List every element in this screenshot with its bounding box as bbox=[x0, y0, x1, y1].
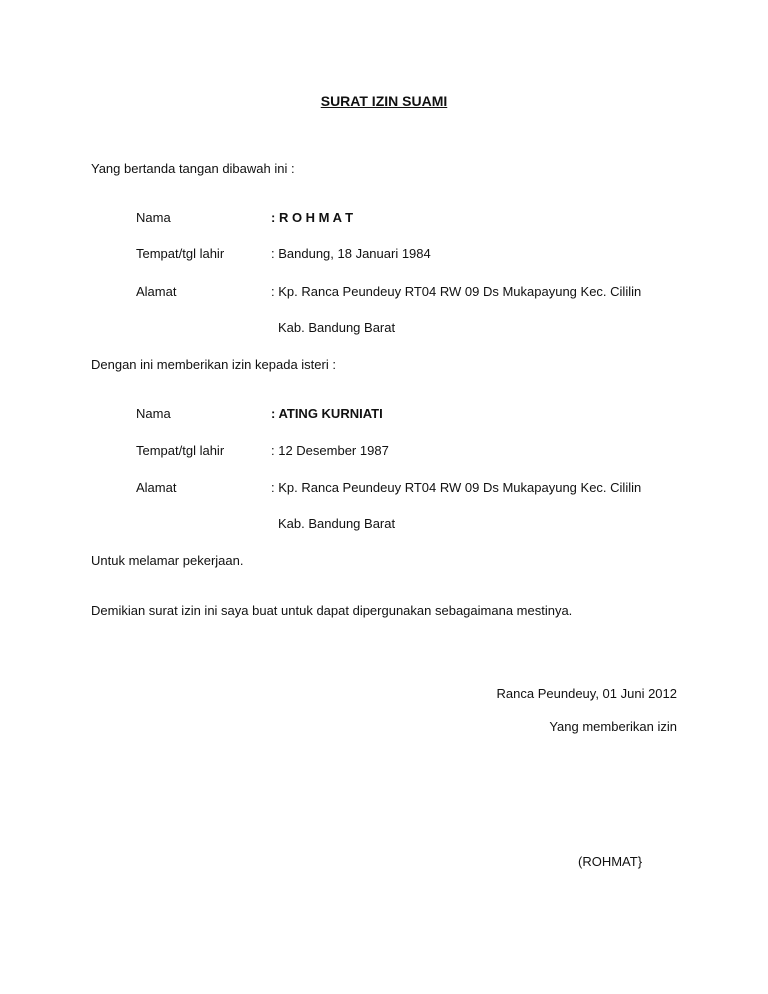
husband-address-value: : Kp. Ranca Peundeuy RT04 RW 09 Ds Mukapayung Kec. Cililin bbox=[271, 284, 642, 299]
husband-birth-value: : Bandung, 18 Januari 1984 bbox=[271, 246, 431, 261]
signer-name: (ROHMAT} bbox=[578, 854, 643, 869]
wife-address-value-line2: Kab. Bandung Barat bbox=[278, 516, 396, 531]
closing-text: Demikian surat izin ini saya buat untuk dapat dipergunakan sebagaimana mestinya. bbox=[91, 603, 573, 618]
husband-name-value: : R O H M A T bbox=[271, 210, 354, 225]
wife-address-label: Alamat bbox=[136, 480, 177, 495]
husband-address-value-line2: Kab. Bandung Barat bbox=[278, 320, 396, 335]
wife-birth-value: : 12 Desember 1987 bbox=[271, 443, 389, 458]
intro-text: Yang bertanda tangan dibawah ini : bbox=[91, 161, 295, 176]
wife-birth-label: Tempat/tgl lahir bbox=[136, 443, 225, 458]
wife-name-label: Nama bbox=[136, 406, 171, 421]
giver-label: Yang memberikan izin bbox=[549, 719, 677, 734]
permission-text: Dengan ini memberikan izin kepada isteri : bbox=[91, 357, 336, 372]
place-date: Ranca Peundeuy, 01 Juni 2012 bbox=[496, 686, 677, 701]
husband-address-label: Alamat bbox=[136, 284, 177, 299]
document-title: SURAT IZIN SUAMI bbox=[320, 93, 448, 109]
purpose-text: Untuk melamar pekerjaan. bbox=[91, 553, 244, 568]
wife-address-value: : Kp. Ranca Peundeuy RT04 RW 09 Ds Mukapayung Kec. Cililin bbox=[271, 480, 642, 495]
wife-name-value: : ATING KURNIATI bbox=[271, 406, 383, 421]
husband-birth-label: Tempat/tgl lahir bbox=[136, 246, 225, 261]
husband-name-label: Nama bbox=[136, 210, 171, 225]
